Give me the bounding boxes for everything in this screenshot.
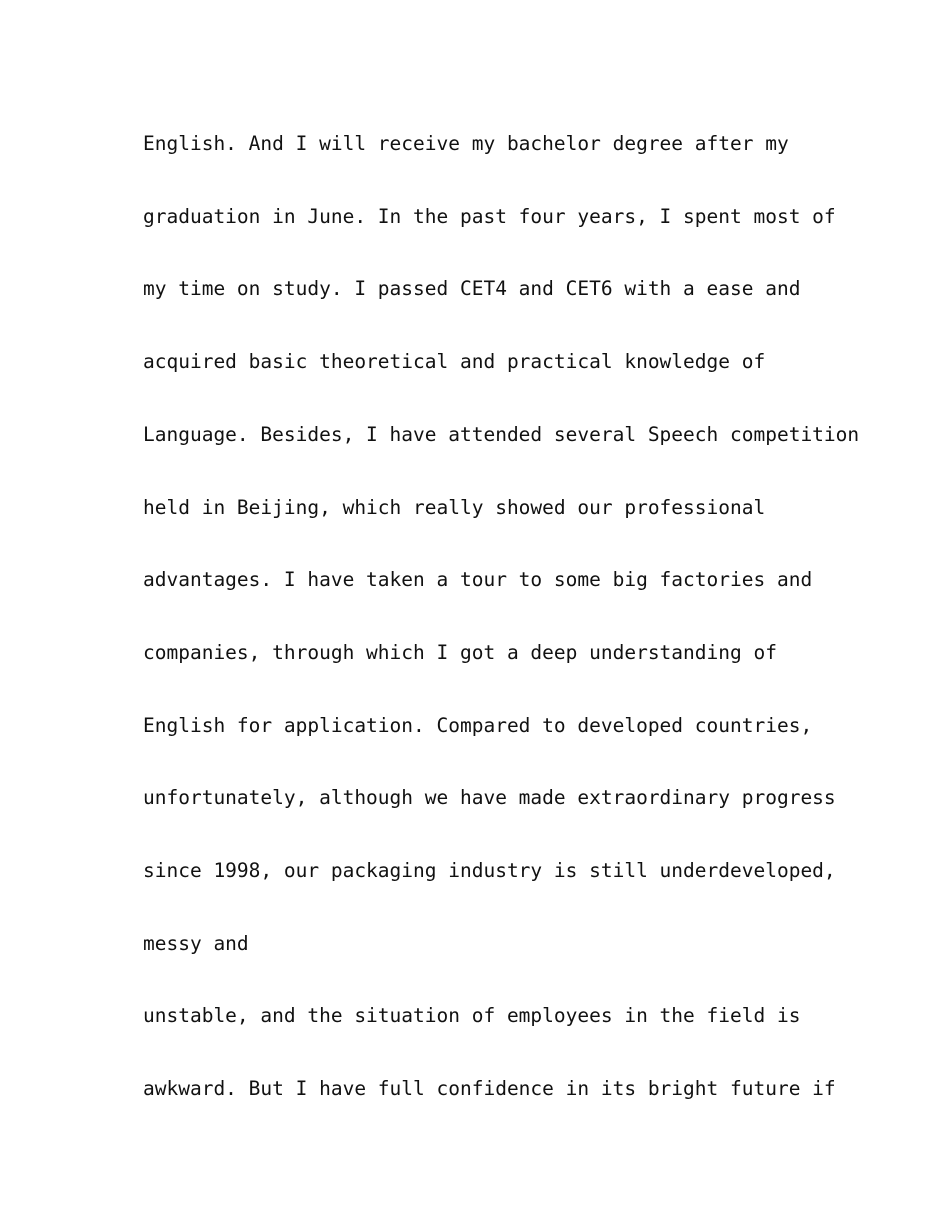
text-line: companies, through which I got a deep understanding of (143, 640, 777, 664)
text-line: English for application. Compared to developed countries, (143, 713, 813, 737)
text-line: messy and (143, 931, 249, 955)
text-line: awkward. But I have full confidence in its bright future if (143, 1077, 836, 1101)
text-line: Language. Besides, I have attended several Speech competition (143, 422, 860, 446)
text-line: my time on study. I passed CET4 and CET6 with a ease and (143, 277, 801, 301)
text-line: since 1998, our packaging industry is still underdeveloped, (143, 859, 836, 882)
text-line: unstable, and the situation of employees in the field is (143, 1004, 801, 1028)
text-line: graduation in June. In the past four years, I spent most of (143, 204, 836, 228)
text-line: acquired basic theoretical and practical knowledge of (143, 350, 766, 374)
text-line: advantages. I have taken a tour to some big factories and (143, 568, 813, 592)
text-line: unfortunately, although we have made extraordinary progress (143, 786, 836, 810)
text-line: held in Beijing, which really showed our professional (143, 495, 766, 519)
text-line: English. And I will receive my bachelor degree after my (143, 132, 789, 155)
